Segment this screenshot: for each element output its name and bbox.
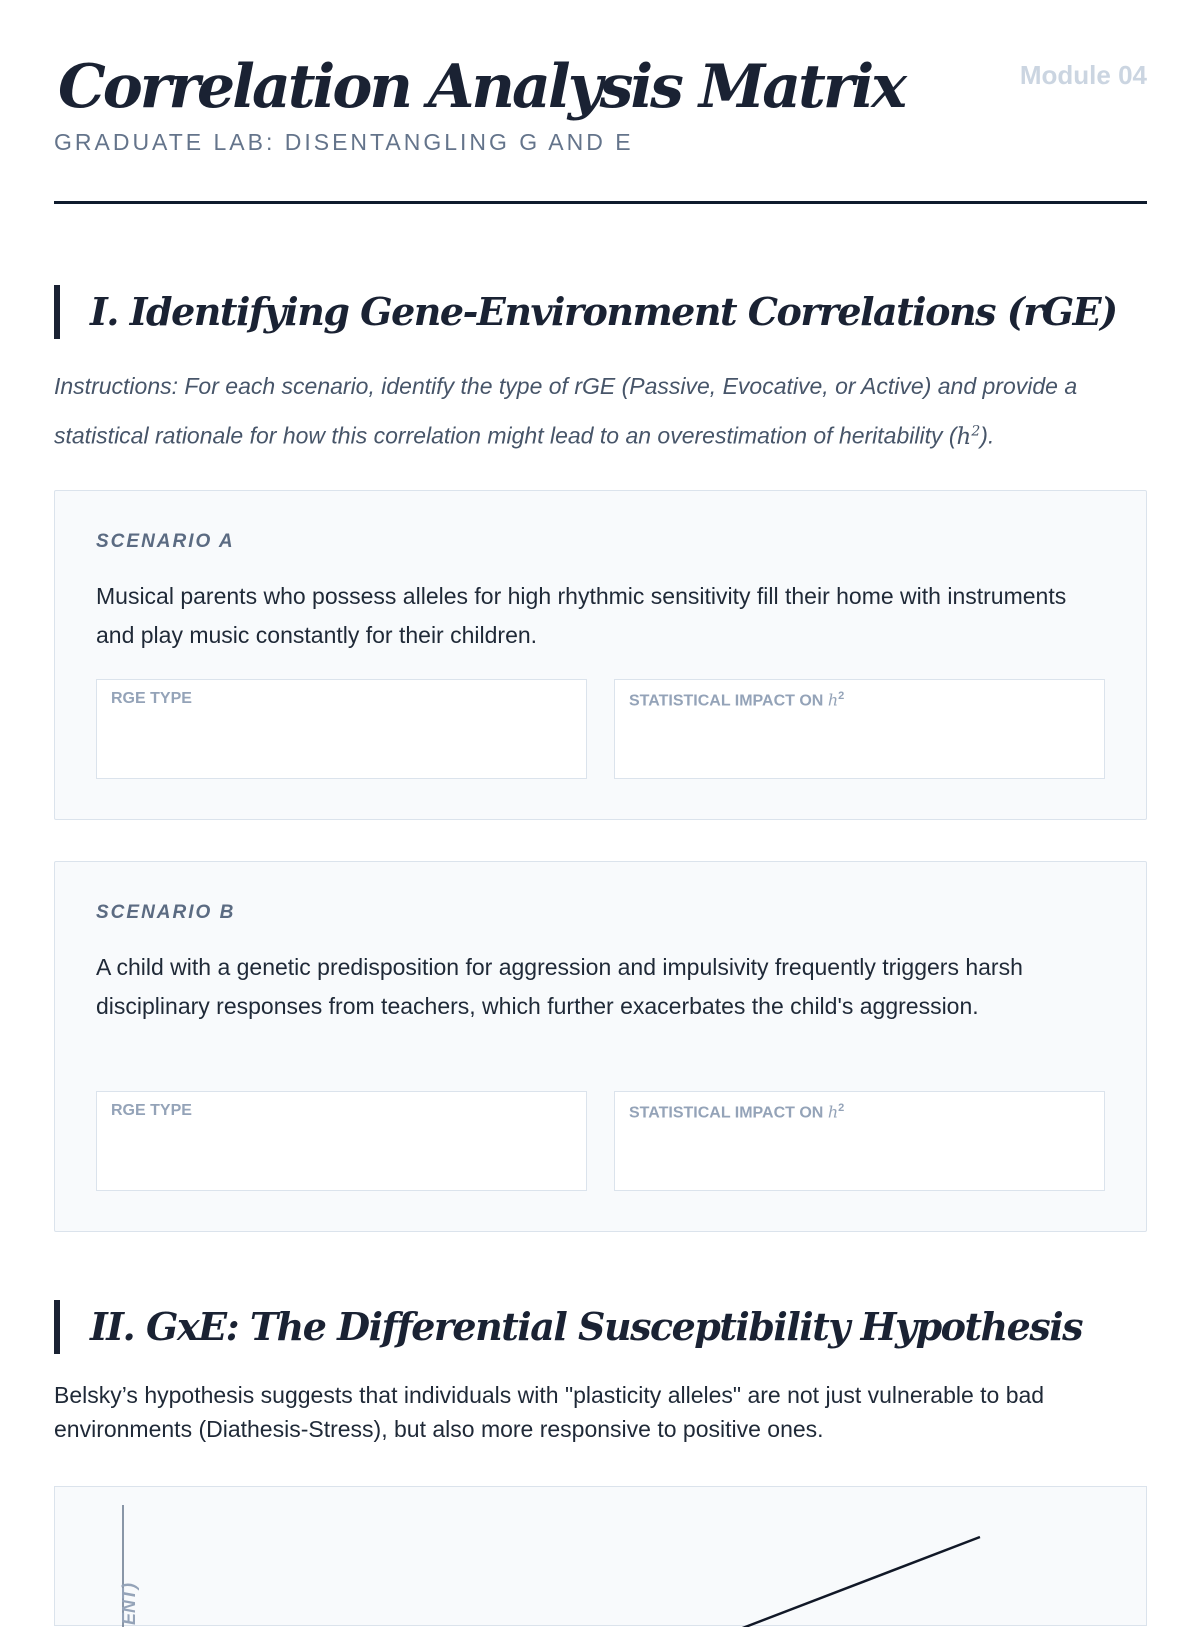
- impact-label-text: STATISTICAL IMPACT ON: [629, 692, 828, 710]
- plasticity-line: [714, 1537, 980, 1627]
- statistical-impact-label: [629, 690, 844, 710]
- impact-h-symbol: h: [827, 1102, 839, 1122]
- scenario-card-b: [54, 861, 1147, 1232]
- h-exponent: 2: [971, 423, 981, 439]
- instructions-body: Instructions: For each scenario, identify the type of rGE (Passive, Evocative, or Active) and provide a statistical rationale for how this correlation might lead to an overestimation of heritability (: [54, 373, 1078, 449]
- rge-type-label: RGE TYPE: [111, 1102, 192, 1119]
- scenario-text: Musical parents who possess alleles for high rhythmic sensitivity fill their home with instruments and play music constantly for their children.: [96, 583, 1067, 648]
- section-paragraph: Belsky’s hypothesis suggests that individuals with "plasticity alleles" are not just vulnerable to bad environments (Diathesis-Stress), but also more responsive to positive ones.: [54, 1382, 1045, 1442]
- impact-h-exponent: 2: [838, 690, 845, 702]
- h-symbol: h: [956, 423, 972, 450]
- rge-type-field[interactable]: [96, 1091, 587, 1191]
- statistical-impact-field[interactable]: [614, 1091, 1105, 1191]
- statistical-impact-field[interactable]: [614, 679, 1105, 779]
- impact-label-text: STATISTICAL IMPACT ON: [629, 1104, 828, 1122]
- heritability-symbol: [957, 424, 981, 450]
- rge-type-label: RGE TYPE: [111, 690, 192, 707]
- rge-type-field[interactable]: [96, 679, 587, 779]
- section-heading-rge: I. Identifying Gene-Environment Correlations (rGE): [54, 285, 1117, 339]
- chart-svg: [55, 1487, 1148, 1627]
- y-axis-label: ENT): [119, 1583, 139, 1625]
- scenario-label: SCENARIO A: [96, 531, 235, 552]
- impact-h-exponent: 2: [838, 1102, 845, 1114]
- page-title: Correlation Analysis Matrix: [58, 52, 905, 122]
- instructions-end: ).: [980, 422, 995, 449]
- page-subtitle: GRADUATE LAB: DISENTANGLING G AND E: [54, 129, 634, 155]
- susceptibility-chart: [54, 1486, 1147, 1626]
- section-heading-gxe: II. GxE: The Differential Susceptibility Hypothesis: [54, 1300, 1082, 1354]
- scenario-card-a: [54, 490, 1147, 820]
- instructions-text: [54, 364, 1147, 460]
- page: [54, 0, 1147, 1625]
- module-label: Module 04: [1019, 60, 1147, 90]
- scenario-label: SCENARIO B: [96, 902, 236, 923]
- impact-h-symbol: h: [827, 690, 839, 710]
- statistical-impact-label: [629, 1102, 844, 1122]
- scenario-text: A child with a genetic predisposition for aggression and impulsivity frequently triggers harsh disciplinary responses from teachers, which further exacerbates the child's aggression.: [96, 954, 1023, 1019]
- page-header: [54, 0, 1147, 204]
